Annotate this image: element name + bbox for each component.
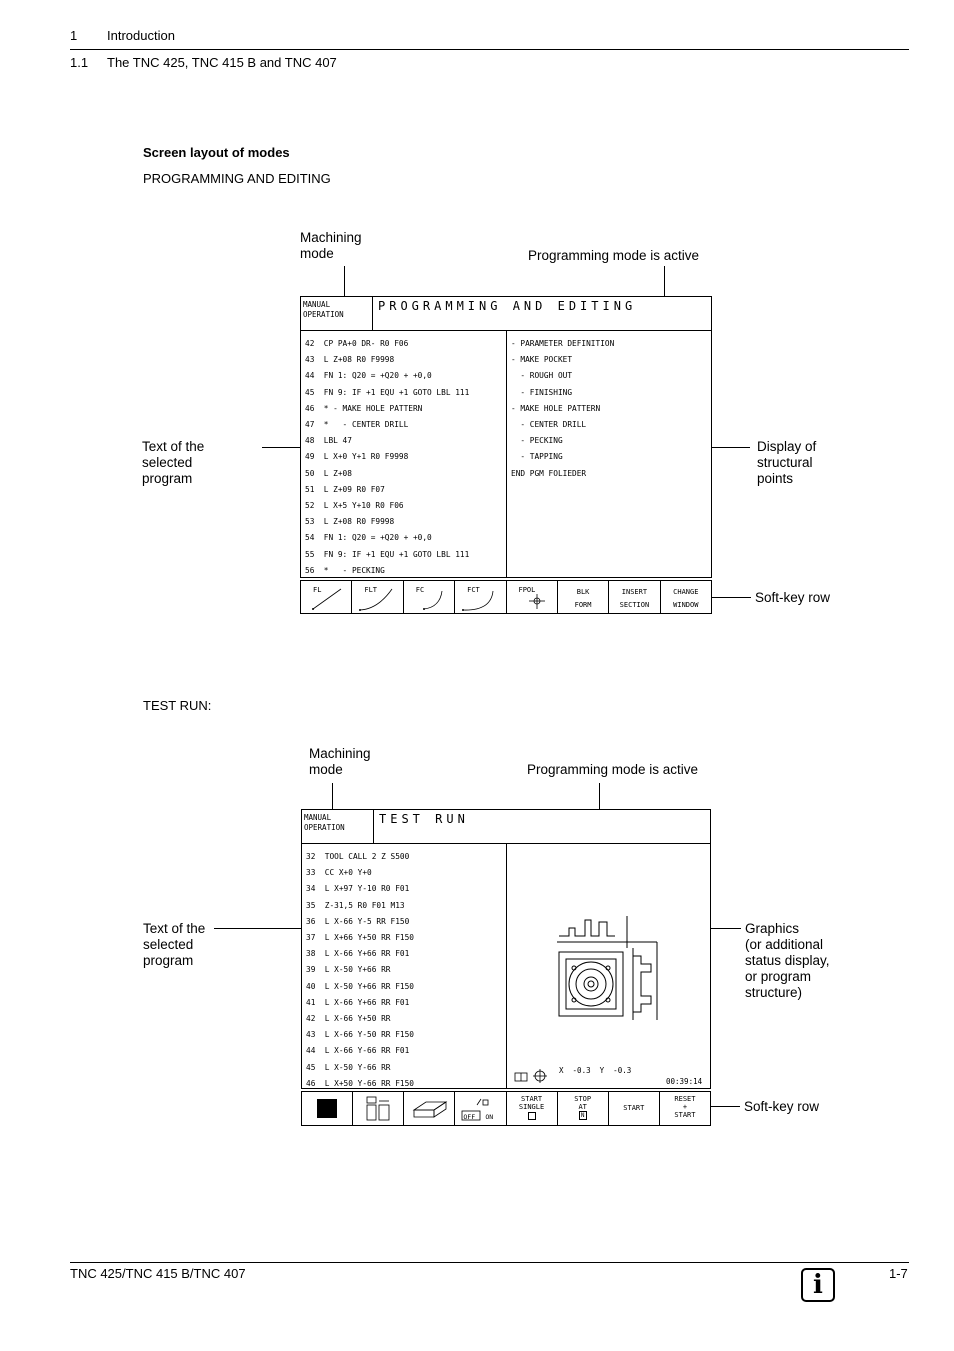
softkey-label: SINGLE [518, 1103, 545, 1111]
softkey-sublabel: WINDOW [673, 601, 699, 609]
footer-models: TNC 425/TNC 415 B/TNC 407 [70, 1266, 246, 1281]
fig1-mode-title: PROGRAMMING AND EDITING [378, 299, 637, 313]
fig2-screen-header [301, 809, 711, 844]
program-line: 55 FN 9: IF +1 EQU +1 GOTO LBL 111 [305, 549, 470, 559]
fig1-screen-header [300, 296, 712, 331]
checkbox-icon [528, 1112, 536, 1120]
softkey-label: INSERT [621, 588, 648, 596]
program-line: 37 L X+66 Y+50 RR F150 [306, 933, 414, 943]
program-line: 39 L X-50 Y+66 RR [306, 965, 391, 975]
fig2-mode-title: TEST RUN [379, 812, 469, 826]
fig2-label-softkey-row: Soft-key row [744, 1099, 820, 1114]
program-line: 50 L Z+08 [305, 468, 352, 478]
program-line: 52 L X+5 Y+10 R0 F06 [305, 501, 404, 511]
softkey-3d-block[interactable] [404, 1092, 455, 1125]
fig1-program-list [301, 331, 506, 579]
contour-fct-icon [455, 581, 506, 613]
softkey-sublabel: SECTION [619, 601, 650, 609]
leader-line [332, 783, 333, 810]
fig2-caption: TEST RUN: [143, 698, 212, 713]
softkey-start[interactable] [609, 1092, 660, 1125]
fig2-graphics-panel [506, 843, 711, 1089]
softkey-start-single[interactable] [507, 1092, 558, 1125]
softkey-label: START [521, 1095, 543, 1103]
softkey-change[interactable] [661, 581, 711, 613]
section-heading: Screen layout of modes [143, 145, 290, 160]
on-label: ON [485, 1113, 494, 1121]
fig2-mode-label: MANUAL OPERATION [302, 810, 374, 843]
softkey-blk[interactable] [558, 581, 609, 613]
contour-fc-icon [404, 581, 455, 613]
info-icon: i [801, 1268, 835, 1302]
run-time: 00:39:14 [666, 1077, 703, 1086]
program-line: - FINISHING [511, 387, 573, 397]
program-line: 38 L X-66 Y+66 RR F01 [306, 949, 410, 959]
solid-block-icon [302, 1092, 353, 1125]
softkey-fl[interactable] [301, 581, 352, 613]
fig1-program-panel [300, 330, 507, 578]
program-line: 40 L X-50 Y+66 RR F150 [306, 981, 414, 991]
leader-line [710, 1106, 740, 1107]
softkey-label: FCT [467, 586, 480, 594]
program-line: 43 L Z+08 R0 F9998 [305, 355, 395, 365]
fig1-label-programming-mode: Programming mode is active [528, 248, 700, 263]
softkey-views[interactable] [353, 1092, 404, 1125]
softkey-off-on[interactable] [455, 1092, 506, 1125]
chapter-title: Introduction [107, 28, 175, 43]
leader-line [599, 783, 600, 810]
fig2-label-graphics: Graphics (or additional status display, or program structure) [745, 921, 830, 1000]
fig1-structure-panel [506, 330, 712, 578]
program-line: 33 CC X+0 Y+0 [306, 868, 372, 878]
program-line: 54 FN 1: Q20 = +Q20 + +0,0 [305, 533, 432, 543]
program-line: - CENTER DRILL [511, 420, 587, 430]
program-line: 32 TOOL CALL 2 Z S500 [306, 852, 410, 861]
contour-fl-icon [301, 581, 352, 613]
softkey-fc[interactable] [404, 581, 455, 613]
workpiece-graphic-icon [507, 844, 710, 1088]
program-line: 42 CP PA+0 DR- R0 F06 [305, 339, 409, 348]
leader-line [262, 447, 301, 448]
softkey-label: FC [415, 586, 425, 594]
leader-line [344, 266, 345, 297]
footer-rule [70, 1262, 909, 1263]
leader-line [710, 928, 741, 929]
program-line: 46 L X+50 Y-66 RR F150 [306, 1078, 414, 1088]
program-line: - PARAMETER DEFINITION [511, 339, 615, 348]
contour-fpol-icon [507, 581, 558, 613]
softkey-label: CHANGE [673, 588, 699, 596]
fig2-label-program-text: Text of the selected program [143, 921, 206, 968]
softkey-reset-start[interactable] [660, 1092, 710, 1125]
program-line: 48 LBL 47 [305, 436, 352, 446]
leader-line [214, 928, 301, 929]
section-title: The TNC 425, TNC 415 B and TNC 407 [107, 55, 337, 70]
fig2-softkey-row [301, 1091, 711, 1126]
header-rule [70, 49, 909, 50]
softkey-fpol[interactable] [507, 581, 558, 613]
fig1-structure-list [507, 331, 711, 482]
contour-flt-icon [352, 581, 403, 613]
program-line: 56 * - PECKING [305, 565, 385, 575]
softkey-label: BLK [576, 588, 590, 596]
softkey-label: START [623, 1104, 645, 1112]
softkey-insert[interactable] [609, 581, 660, 613]
program-line: - PECKING [511, 436, 563, 446]
program-line: 41 L X-66 Y+66 RR F01 [306, 997, 410, 1007]
chapter-number: 1 [70, 28, 78, 43]
program-line: - ROUGH OUT [511, 371, 573, 381]
program-line: 47 * - CENTER DRILL [305, 420, 409, 430]
fig2-label-programming-mode: Programming mode is active [527, 762, 699, 777]
section-number: 1.1 [70, 55, 89, 70]
program-line: - MAKE POCKET [511, 355, 573, 365]
softkey-label: START [674, 1111, 696, 1119]
softkey-label: + [682, 1103, 688, 1111]
position-readout: X -0.3 Y -0.3 [559, 1066, 632, 1075]
fig2-program-panel [301, 843, 507, 1089]
fig1-caption: PROGRAMMING AND EDITING [143, 171, 331, 186]
softkey-fct[interactable] [455, 581, 506, 613]
program-line: 49 L X+0 Y+1 R0 F9998 [305, 452, 409, 462]
program-line: 51 L Z+09 R0 F07 [305, 484, 385, 494]
softkey-sublabel: FORM [574, 601, 592, 609]
softkey-label: RESET [674, 1095, 696, 1103]
program-line: 45 FN 9: IF +1 EQU +1 GOTO LBL 111 [305, 387, 470, 397]
program-line: 42 L X-66 Y+50 RR [306, 1014, 391, 1024]
softkey-label: AT [578, 1103, 587, 1111]
softkey-label: STOP [574, 1095, 592, 1103]
program-line: 44 FN 1: Q20 = +Q20 + +0,0 [305, 371, 432, 381]
softkey-solid-block[interactable] [302, 1092, 353, 1125]
program-line: 36 L X-66 Y-5 RR F150 [306, 916, 410, 926]
fig1-label-program-text: Text of the selected program [142, 439, 205, 486]
fig1-label-structural-points: Display of structural points [757, 439, 817, 486]
program-line: - MAKE HOLE PATTERN [511, 403, 601, 413]
three-plane-view-icon [353, 1092, 404, 1125]
program-line: 53 L Z+08 R0 F9998 [305, 517, 395, 527]
softkey-stop-at[interactable] [558, 1092, 609, 1125]
softkey-flt[interactable] [352, 581, 403, 613]
program-line: 43 L X-66 Y-50 RR F150 [306, 1030, 414, 1040]
program-line: 46 * - MAKE HOLE PATTERN [305, 403, 423, 413]
fig1-label-softkey-row: Soft-key row [755, 590, 831, 605]
leader-line [711, 597, 751, 598]
fig1-label-machining-mode: Machining mode [300, 230, 362, 261]
leader-line [664, 266, 665, 297]
3d-view-icon [404, 1092, 455, 1125]
fig2-label-machining-mode: Machining mode [309, 746, 371, 777]
softkey-label: FLT [364, 586, 378, 594]
program-line: END PGM FOLIEDER [511, 468, 587, 478]
softkey-label: FPOL [518, 586, 536, 594]
fig2-program-list [302, 844, 506, 1092]
leader-line [711, 447, 750, 448]
program-line: 35 Z-31,5 R0 F01 M13 [306, 900, 405, 910]
fig1-softkey-row [300, 580, 712, 614]
program-line: 44 L X-66 Y-66 RR F01 [306, 1046, 410, 1056]
fig1-mode-label: MANUAL OPERATION [301, 297, 373, 330]
softkey-label: FL [313, 586, 322, 594]
off-label: OFF [463, 1113, 476, 1121]
program-line: 34 L X+97 Y-10 R0 F01 [306, 884, 410, 894]
program-line: 45 L X-50 Y-66 RR [306, 1062, 391, 1072]
program-line: - TAPPING [511, 452, 563, 462]
softkey-label: N [580, 1112, 585, 1119]
page-number: 1-7 [889, 1266, 908, 1281]
